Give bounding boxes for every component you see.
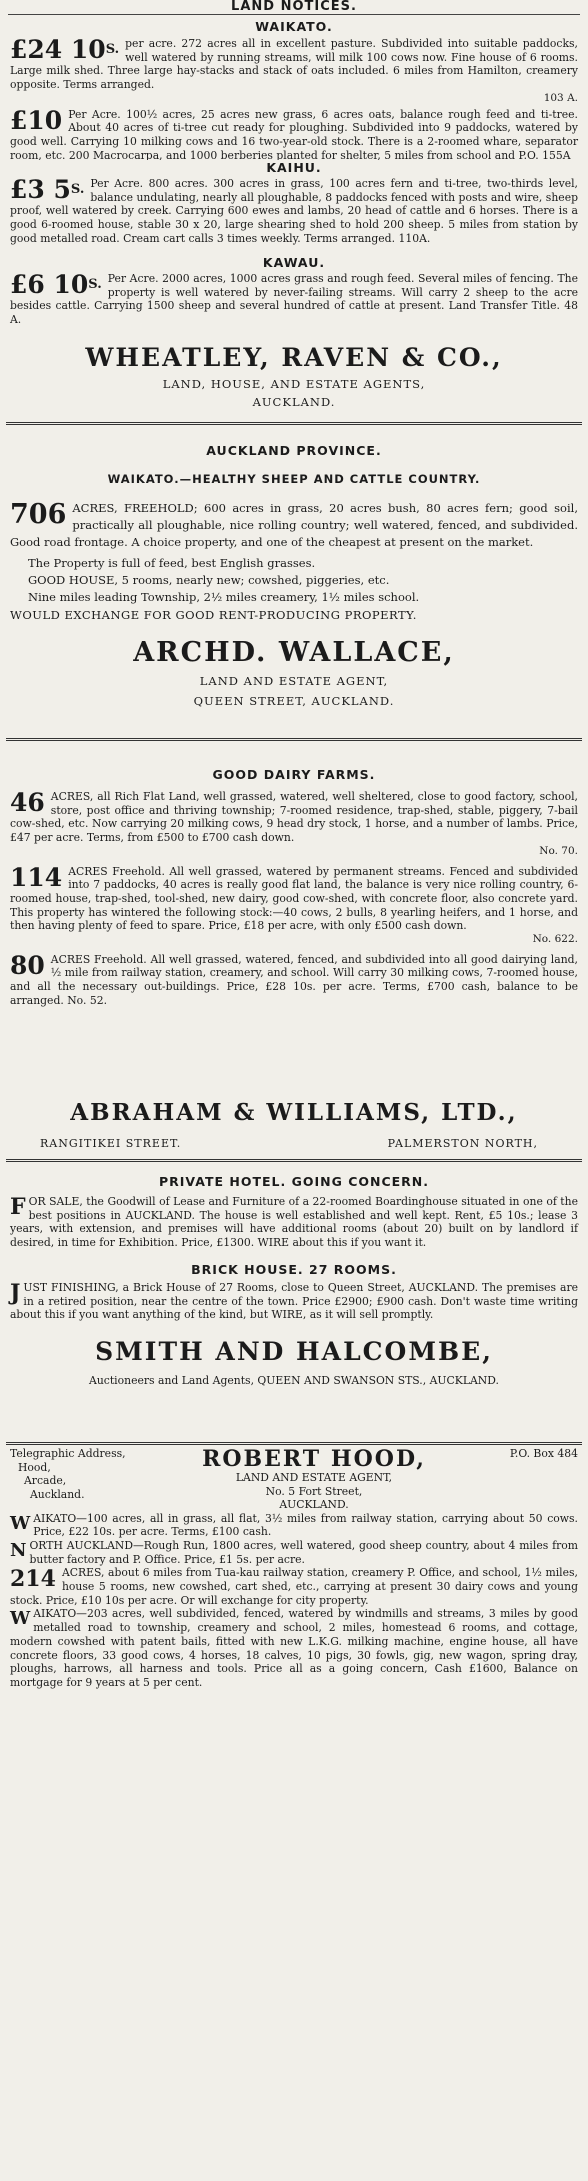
telegraphic-label: Telegraphic Address, <box>10 1447 126 1460</box>
hood-header-row <box>10 1447 578 1512</box>
drop-initial: N <box>10 1539 27 1561</box>
listing-text: AIKATO—203 acres, well subdivided, fenced, watered by windmills and streams, 3 miles by good metalled road to township, creamery and school, 2 miles, homestead 6 rooms, and cottage, modern cowshed with patent bails, fitted with new L.K.G. milking machine, engine house, all have concrete floors, 33 good cows, 4 horses, 18 calves, 10 pigs, 30 fowls, gig, new wagon, spring dray, ploughs, harrows, all harness and tools. Price all as a going concern, Cash £1600, Balance on mortgage for 9 years at 5 per cent. <box>10 1607 578 1689</box>
listing-text: Per Acre. 2000 acres, 1000 acres grass and rough feed. Several miles of fencing. The property is well watered by never-failing streams. Will carry 2 sheep to the acre besides cattle. Carrying 1500 sheep and several hundred of cattle at present. Land Transfer Title. 48 A. <box>10 272 578 327</box>
listing-ref: No. 70. <box>539 844 578 857</box>
acreage-label: 706 <box>10 499 67 530</box>
firm-city: PALMERSTON NORTH, <box>387 1137 538 1150</box>
section-heading: KAIHU. <box>266 160 322 175</box>
section-heading: WAIKATO. <box>255 19 333 34</box>
drop-initial: J <box>10 1279 21 1306</box>
section-heading: BRICK HOUSE. 27 ROOMS. <box>191 1261 397 1277</box>
listing-ad <box>10 1566 578 1607</box>
acreage-label: 114 <box>10 862 63 892</box>
telegraphic-line: Auckland. <box>30 1487 85 1501</box>
listing-ad <box>10 177 578 246</box>
dairy-farms-section <box>0 741 588 1093</box>
telegraphic-block <box>10 1447 140 1501</box>
acreage-label: 214 <box>10 1566 56 1593</box>
drop-initial: F <box>10 1194 26 1220</box>
page-title: LAND NOTICES. <box>8 0 580 15</box>
listing-ad <box>10 1607 578 1689</box>
listing-ad <box>10 500 578 551</box>
firm-city: QUEEN STREET, AUCKLAND. <box>193 694 395 708</box>
price-label: £3 $5^{S.}$ <box>10 175 85 204</box>
firm-city: AUCKLAND. <box>252 395 336 409</box>
listing-text: AIKATO—100 acres, all in grass, all flat, 3½ miles from railway station, carrying about 50 cows. Price, £22 10s. per acre. Terms, £100 cash. <box>33 1511 578 1539</box>
acreage-label: 46 <box>10 788 45 817</box>
listing-text: ACRES, FREEHOLD; 600 acres in grass, 20 acres bush, 80 acres fern; good soil, practically all ploughable, nice rolling country; well watered, fenced, and subdivided. Good road frontage. A choice property, and one of the cheapest at present on the market. <box>10 501 578 549</box>
wheatley-raven-block <box>0 331 588 422</box>
drop-initial: W <box>10 1512 31 1534</box>
listing-text: UST FINISHING, a Brick House of 27 Rooms, close to Queen Street, AUCKLAND. The premises are in a retired position, near the centre of the town. Price £2900; £900 cash. Don't waste time writing about this if you want anything of the kind, but WIRE, as it will sell promptly. <box>10 1280 578 1322</box>
listing-ad <box>10 272 578 327</box>
listing-ad <box>10 950 578 1008</box>
firm-subtitle: Auctioneers and Land Agents, QUEEN AND SWANSON STS., AUCKLAND. <box>89 1373 499 1387</box>
drop-initial: W <box>10 1608 31 1630</box>
listing-text: ORTH AUCKLAND—Rough Run, 1800 acres, well watered, good sheep country, about 4 miles from butter factory and P. Office. Price, £1 5s. per acre. <box>29 1538 578 1566</box>
listing-text: ACRES Freehold. All well grassed, watered, fenced, and subdivided into all good dairying land, ½ mile from railway station, creamery, and school. Will carry 30 milking cows, 7-roomed house, and all the necessary out-buildings. Price, £28 10s. per acre. Terms, £700 cash, balance to be arranged. No. 52. <box>10 952 578 1007</box>
firm-city: AUCKLAND. <box>279 1498 349 1511</box>
listing-ad <box>10 105 578 160</box>
section-heading: GOOD DAIRY FARMS. <box>212 767 376 782</box>
listing-text: per acre. 272 acres all in excellent pasture. Subdivided into suitable paddocks, well watered by running streams, will milk 100 cows now. Fine house of 6 rooms. Large milk shed. Three large hay-stacks and stack of oats included. 6 miles from Hamilton, creamery opposite. Terms arranged. <box>10 37 578 92</box>
listing-text: ACRES, about 6 miles from Tua-kau railway station, creamery P. Office, and school, 1½ miles, house 5 rooms, new cowshed, cart shed, etc., carrying at present 30 dairy cows and young stock. Price, £10 10s per acre. Or will exchange for city property. <box>10 1566 578 1607</box>
kaihu-section <box>0 160 588 255</box>
listing-ad <box>10 790 578 859</box>
listing-ad <box>10 37 578 106</box>
listing-ad <box>10 862 578 947</box>
auckland-province-section <box>0 425 588 738</box>
firm-name: WHEATLEY, RAVEN & CO., <box>85 343 503 372</box>
firm-street: No. 5 Fort Street, <box>265 1484 363 1498</box>
section-heading: KAWAU. <box>262 255 326 270</box>
section-heading: AUCKLAND PROVINCE. <box>206 443 382 458</box>
section-heading: PRIVATE HOTEL. GOING CONCERN. <box>158 1174 430 1189</box>
exchange-line: WOULD EXCHANGE FOR GOOD RENT-PRODUCING PROPERTY. <box>10 608 417 622</box>
telegraphic-line: Arcade, <box>24 1474 67 1487</box>
listing-ref: 103 A. <box>543 91 578 104</box>
waikato-section <box>0 15 588 160</box>
listing-text: OR SALE, the Goodwill of Lease and Furniture of a 22-roomed Boardinghouse situated in one of the best positions in AUCKLAND. The house is well established and well kept. Rent, £5 10s.; lease 3 years, with extension, and premises will have additional rooms (about 20) built on by landlord if desired, in time for Exhibition. Price, £1300. WIRE about this if you want it. <box>10 1195 578 1250</box>
firm-street: RANGITIKEI STREET. <box>40 1137 182 1150</box>
listing-ad <box>10 1539 578 1566</box>
kawau-section <box>0 255 588 331</box>
acreage-label: 80 <box>10 950 45 980</box>
section-subheading: WAIKATO.—HEALTHY SHEEP AND CATTLE COUNTRY. <box>107 472 481 486</box>
listing-text: Per Acre. 800 acres. 300 acres in grass, 100 acres fern and ti-tree, two-thirds level, balance undulating, nearly all ploughable, 8 paddocks fenced with posts and wire, sheep proof, well watered by creek. Carrying 600 ewes and lambs, 20 head of cattle and 6 horses. There is a good 6-roomed house, stable 30 x 20, large shearing shed to hold 200 sheep. 5 miles from station by good metalled road. Cream cart calls 3 times weekly. Terms arranged. 110A. <box>10 177 578 245</box>
firm-name: ROBERT HOOD, <box>202 1446 426 1472</box>
listing-ad <box>10 1281 578 1322</box>
firm-name: ABRAHAM & WILLIAMS, LTD., <box>70 1099 518 1126</box>
listing-text: ACRES Freehold. All well grassed, watered by permanent streams. Fenced and subdivided into 7 paddocks, 40 acres is really good flat land, the balance is very nice rolling country, 6-roomed house, trap-shed, tool-shed, new dairy, good cow-shed, with concrete floor, also concrete yard. This property has wintered the following stock:—40 cows, 2 bulls, 8 yearling heifers, and 1 horse, and then having plenty of feed to spare. Price, £18 per acre, with only £500 cash down. <box>10 864 578 933</box>
listing-text: ACRES, all Rich Flat Land, well grassed, watered, well sheltered, close to good factory, school, store, post office and thriving township; 7-roomed residence, trap-shed, stable, piggery, 7-bail cow-shed, etc. Now carrying 20 milking cows, 9 head dry stock, 1 horse, and a number of lambs. Price, £47 per acre. Terms, from £500 to £700 cash down. <box>10 790 578 845</box>
hood-firm-block <box>140 1447 488 1512</box>
listing-ad <box>10 1512 578 1539</box>
listing-text: Per Acre. 100½ acres, 25 acres new grass, 6 acres oats, balance rough feed and ti-tree. About 40 acres of ti-tree cut ready for ploughing. Subdivided into 9 paddocks, watered by good well. Carrying 10 milking cows and 16 two-year-old stock. There is a 2-roomed whare, separator room, etc. 200 Macrocarpa, and 1000 berberies planted for shelter, 5 miles from school and P.O. 155A <box>10 107 578 160</box>
abraham-williams-block <box>0 1093 588 1159</box>
firm-subtitle: LAND AND ESTATE AGENT, <box>235 1471 393 1484</box>
listing-ad <box>10 1195 578 1250</box>
detail-line: GOOD HOUSE, 5 rooms, nearly new; cowshed, piggeries, etc. <box>28 573 390 587</box>
detail-line: Nine miles leading Township, 2½ miles creamery, 1½ miles school. <box>28 590 420 604</box>
hotel-section <box>0 1162 588 1442</box>
price-label: £10 <box>10 105 63 135</box>
price-label: £6 $10^{S.}$ <box>10 270 102 299</box>
listing-ref: No. 622. <box>532 933 578 946</box>
robert-hood-section <box>0 1445 588 1735</box>
firm-name: ARCHD. WALLACE, <box>133 637 455 668</box>
firm-subtitle: LAND, HOUSE, AND ESTATE AGENTS, <box>162 377 426 391</box>
property-details <box>10 555 578 606</box>
po-box: P.O. Box 484 <box>509 1447 578 1460</box>
firm-address-row <box>10 1127 578 1150</box>
telegraphic-line: Hood, <box>18 1460 51 1474</box>
price-label: £24 $10^{S.}$ <box>10 35 120 64</box>
detail-line: The Property is full of feed, best English grasses. <box>28 556 316 570</box>
firm-subtitle: LAND AND ESTATE AGENT, <box>199 674 389 688</box>
firm-name: SMITH AND HALCOMBE, <box>95 1336 493 1366</box>
